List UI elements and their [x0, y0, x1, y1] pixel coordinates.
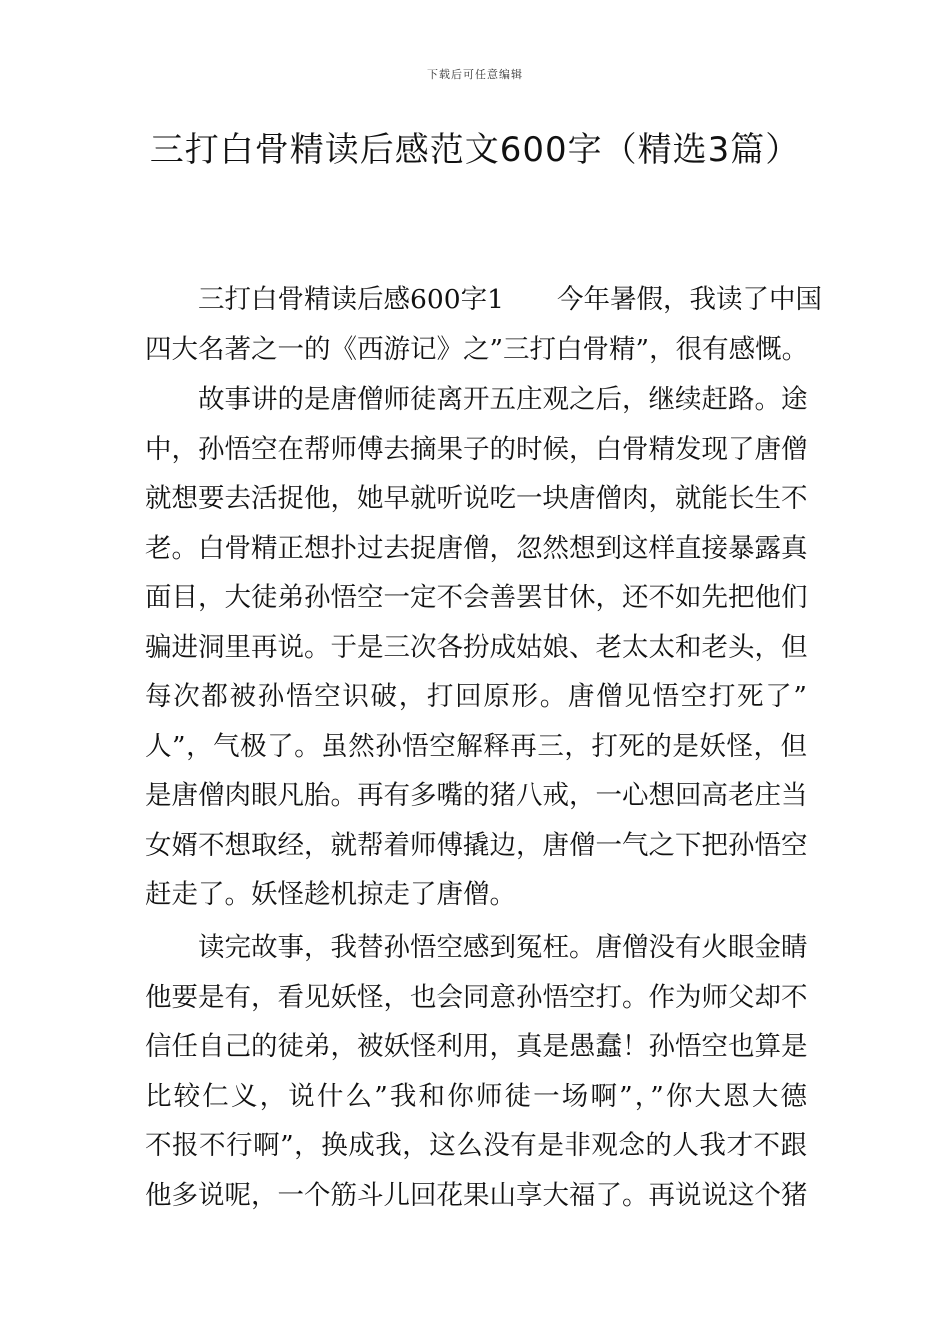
- paragraph-1: [145, 275, 822, 374]
- document-title: 三打白骨精读后感范文600字（精选3篇）: [149, 130, 801, 170]
- paragraph-line: 故事讲的是唐僧师徒离开五庄观之后，继续赶路。途: [198, 384, 808, 415]
- paragraph-line: 人”，气极了。虽然孙悟空解释再三，打死的是妖怪，但: [145, 730, 807, 762]
- paragraph-line: 老。白骨精正想扑过去捉唐僧，忽然想到这样直接暴露真: [145, 532, 808, 564]
- paragraph-line: 女婿不想取经，就帮着师傅撬边，唐僧一气之下把孙悟空: [145, 829, 808, 861]
- paragraph-line: 每次都被孙悟空识破，打回原形。唐僧见悟空打死了”: [145, 681, 807, 712]
- paragraph-line: 不报不行啊”，换成我，这么没有是非观念的人我才不跟: [145, 1130, 807, 1161]
- header-note: 下载后可任意编辑: [427, 68, 523, 81]
- paragraph-line: 四大名著之一的《西游记》之”三打白骨精”，很有感慨。: [145, 333, 809, 365]
- paragraph-line: 赶走了。妖怪趁机掠走了唐僧。: [145, 879, 516, 910]
- paragraph-line: 骗进洞里再说。于是三次各扮成姑娘、老太太和老头，但: [145, 631, 808, 663]
- paragraph-line: 他要是有，看见妖怪，也会同意孙悟空打。作为师父却不: [145, 981, 808, 1013]
- paragraph-line: 面目，大徒弟孙悟空一定不会善罢甘休，还不如先把他们: [145, 582, 808, 613]
- paragraph-line: 中，孙悟空在帮师傅去摘果子的时候，白骨精发现了唐僧: [145, 433, 808, 465]
- paragraph-line: 三打白骨精读后感600字1 今年暑假，我读了中国: [198, 284, 822, 315]
- paragraph-3: [145, 923, 807, 1220]
- paragraph-line: 信任自己的徒弟，被妖怪利用，真是愚蠢！孙悟空也算是: [145, 1031, 808, 1062]
- paragraph-line: 比较仁义，说什么”我和你师徒一场啊”，”你大恩大德: [145, 1080, 807, 1112]
- paragraph-line: 读完故事，我替孙悟空感到冤枉。唐僧没有火眼金睛: [198, 932, 808, 963]
- paragraph-line: 他多说呢，一个筋斗儿回花果山享大福了。再说说这个猪: [145, 1179, 808, 1211]
- paragraph-line: 是唐僧肉眼凡胎。再有多嘴的猪八戒，一心想回高老庄当: [145, 780, 808, 811]
- paragraph-line: 就想要去活捉他，她早就听说吃一块唐僧肉，就能长生不: [145, 483, 808, 514]
- paragraph-2: [145, 375, 807, 920]
